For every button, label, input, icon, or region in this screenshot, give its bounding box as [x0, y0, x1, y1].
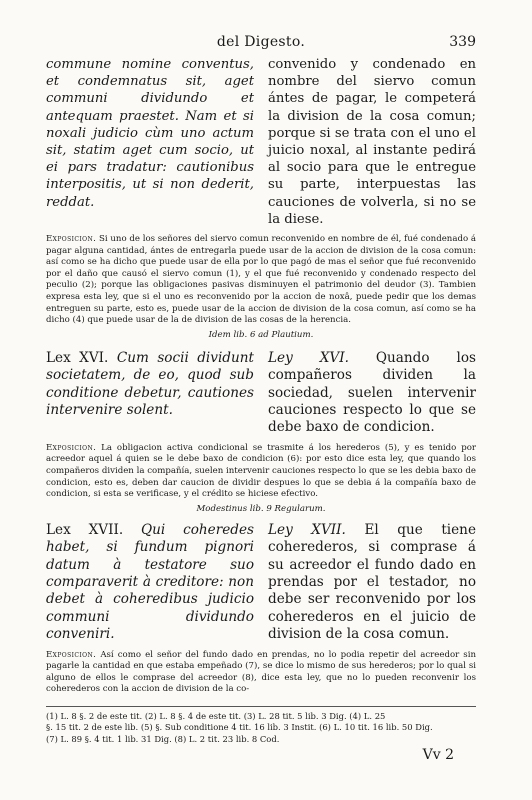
latin-text-continued: commune nomine conventus, et condemnatus sit, aget communi dividundo et antequam praestet. Nam et si noxali judicio cùm uno actum sit, statim aget cum socio, ut ei pars tradatur: cautionibus interpositis, ut si non dederit, reddat. — [46, 57, 254, 210]
exposition-paragraph — [46, 234, 476, 327]
lex-16-latin — [46, 350, 254, 437]
lex-17-latin — [46, 522, 254, 644]
footnote-line: §. 15 tit. 2 de este lib. (5) §. Sub conditione 4 tit. 16 lib. 3 Instit. (6) L. 10 tit. 16 lib. 50 Dig. — [46, 722, 433, 733]
exposition-text: Si uno de los señores del siervo comun reconvenido en nombre de él, fué condenado á pagar alguna cantidad, ántes de entregarla puede usar de la accion de division de la cosa comun: así como se ha dicho que puede usar de ella por lo que pagó de mas el señor que fué reconvenido por el daño que causó el siervo comun (1), y el que fué reconvenido y condenado respecto del peculio (2); porque las obligaciones pasivas disminuyen el patrimonio del deudor (3). Tambien expresa esta ley, que si el uno es reconvenido por la accion de noxâ, puede pedir que los demas entreguen su parte, esto es, puede usar de la accion de division de la cosa comun, así como se ha dicho (4) que puede usar de la de division de las cosas de la herencia. — [46, 234, 477, 326]
exposition-text: La obligacion activa condicional se trasmite á los herederos (5), y es tenido por acreedor aquel á quien se le debe baxo de condicion (6): por esto dice esta ley, que quando los compañeros dividen la compañía, suelen intervenir cauciones respecto lo que se les debia baxo de condicion, esto es, deben dar caucion de dividir despues lo que se debia á la compañía baxo de condicion, si esta se verificase, y el crédito se hiciese efectivo. — [46, 442, 477, 500]
source-citation — [46, 330, 476, 340]
footnotes — [46, 706, 476, 745]
ley-17-label: Ley XVII. — [268, 521, 346, 538]
law-16 — [46, 350, 476, 437]
exposition-label: Exposicion. — [46, 442, 97, 453]
source-citation — [46, 504, 476, 514]
law-17 — [46, 522, 476, 644]
exposition-label: Exposicion. — [46, 234, 97, 245]
ley-17-spanish — [268, 522, 476, 644]
page-number: 339 — [449, 34, 476, 50]
lex-16-text: Cum socii dividunt societatem, de eo, quod sub conditione debetur, cautiones intervenire solent. — [46, 349, 254, 418]
lex-17-text: Qui coheredes habet, si fundum pignori datum à testatore suo comparaverit à creditore: non debet à coheredibus judicio communi dividundo conveniri. — [46, 521, 254, 643]
exposition-text: Así como el señor del fundo dado en prendas, no lo podia repetir del acreedor sin pagarle la cantidad en que estaba empeñado (7), se dice lo mismo de sus herederos; por lo qual si alguno de ellos le comprase del acreedor (8), dice esta ley, que no lo pueden reconvenir los coherederos con la accion de division de la co- — [46, 649, 476, 695]
lex-16-label: Lex XVI. — [46, 349, 109, 366]
footnote-line: (7) L. 89 §. 4 tit. 1 lib. 31 Dig. (8) L. 2 tit. 23 lib. 8 Cod. — [46, 733, 280, 744]
spanish-text-continued: convenido y condenado en nombre del siervo comun ántes de pagar, le competerá la division de la cosa comun; porque si se trata con el uno el juicio noxal, al instante pedirá al socio para que le entregue su parte, interpuestas las cauciones de volverla, si no se la diese. — [268, 57, 476, 227]
ley-16-spanish — [268, 350, 476, 437]
source-citation-text: Modestinus lib. 9 Regularum. — [196, 503, 326, 514]
lex-17-label: Lex XVII. — [46, 521, 124, 538]
exposition-paragraph — [46, 443, 476, 501]
page-header — [46, 30, 476, 56]
printer-signature-mark: Vv 2 — [422, 747, 454, 764]
footnote-line: (1) L. 8 §. 2 de este tit. (2) L. 8 §. 4 de este tit. (3) L. 28 tit. 5 lib. 3 Dig. (4) L. 25 — [46, 711, 386, 721]
ley-16-label: Ley XVI. — [268, 349, 349, 366]
exposition-label: Exposicion. — [46, 649, 97, 660]
ley-17-text: El que tiene coherederos, si comprase á su acreedor el fundo dado en prendas por el testador, no debe ser reconvenido por los coherederos en el juicio de division de la cosa comun. — [268, 521, 476, 643]
source-citation-text: Idem lib. 6 ad Plautium. — [208, 329, 314, 340]
running-title: del Digesto. — [216, 34, 306, 50]
exposition-paragraph — [46, 650, 476, 696]
book-page — [46, 30, 476, 763]
law-continuation — [46, 56, 476, 228]
ley-16-text: Quando los compañeros dividen la sociedad, suelen intervenir cauciones respecto lo que se debe baxo de condicion. — [268, 349, 476, 436]
